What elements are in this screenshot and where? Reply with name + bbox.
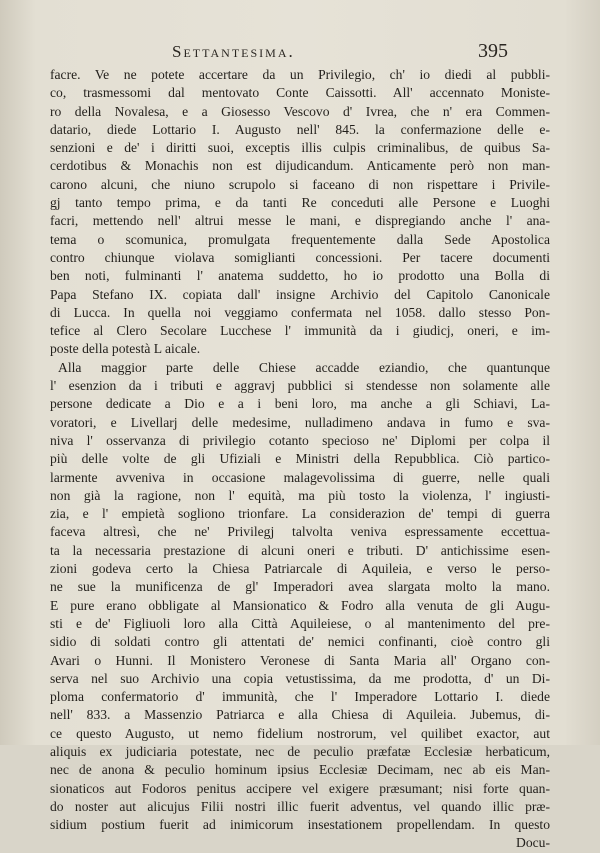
text-line: ploma confermatorio d' immunità, che l' Imperadore Lottario I. diede: [50, 689, 550, 705]
text-line: Alla maggior parte delle Chiese accadde eziandio, che quantunque: [58, 359, 550, 375]
text-line: non già la ragione, non l' equità, ma più tosto la violenza, l' ingiusti-: [50, 487, 550, 503]
paragraph-2: [50, 359, 550, 835]
page-text-summary: [0, 0, 1, 1]
text-line: ro della Novalesa, e a Giosesso Vescovo d' Ivrea, che n' era Commen-: [50, 103, 550, 119]
text-line: l' esenzion da i tributi e aggravj pubblici si stendesse non solamente alle: [50, 378, 550, 394]
text-line: tefice al Clero Secolare Lucchese l' immunità da i giudicj, oneri, e im-: [50, 323, 550, 339]
text-line: sti e de' Figliuoli loro alla Città Aquileiese, o al mantenimento del pre-: [50, 615, 550, 631]
text-line: Papa Stefano IX. copiata dall' insigne Archivio del Capitolo Canonicale: [50, 286, 550, 302]
text-line: co, trasmessomi dal mentovato Conte Caissotti. All' accennato Moniste-: [50, 85, 550, 101]
text-line: facre. Ve ne potete accertare da un Privilegio, ch' io diedi al pubbli-: [50, 67, 550, 82]
text-line: ce questo Augusto, ut nemo fidelium nostrorum, vel quilibet exactor, aut: [50, 725, 550, 741]
text-line: facri, mettendo nell' altrui messe le mani, e dispregiando anche l' ana-: [50, 213, 550, 229]
text-line: poste della potestà L aicale.: [50, 341, 201, 357]
text-line: carono alcuni, che niuno scrupolo si faceano di non rispettare i Privile-: [50, 176, 550, 192]
text-line: più delle volte de gli Ufiziali e Ministri della Repubblica. Ciò partico-: [50, 451, 550, 467]
text-line: aliquis ex judiciaria potestate, nec de peculio præfatæ Ecclesiæ herbaticum,: [50, 743, 550, 759]
text-line: senzioni e de' i diritti suoi, exceptis illis culpis criminalibus, de quibus Sa-: [50, 140, 550, 156]
text-line: do noster aut alicujus Filii nostri illic fuerit adventus, vel quando illic præ-: [50, 798, 550, 814]
text-line: di Lucca. In quella noi veggiamo confermata nel 1058. dallo stesso Pon-: [50, 304, 550, 320]
text-line: sidium postium fuerit ad inimicorum insestationem propellendam. In questo: [50, 817, 550, 833]
text-line: nec de anona & peculio hominum ipsius Ecclesiæ Decimam, nec ab eis Man-: [50, 762, 550, 778]
text-line: nell' 833. a Massenzio Patriarca e alla Chiesa di Aquileia. Jubemus, di-: [50, 707, 550, 723]
text-line: zia, e l' empietà sogliono trionfare. La considerazion de' tempi di guerra: [50, 506, 550, 522]
running-head: Settantesima.: [172, 42, 295, 61]
text-line: sidio di soldati contro gli attentati de' nemici confinanti, cioè contro gli: [50, 634, 550, 650]
text-line: persone dedicate a Dio e a i beni loro, ma anche a gli Schiavi, La-: [50, 396, 550, 412]
text-line: niva l' osservanza di privilegio cotanto specioso ne' Diplomi per colpa il: [50, 432, 550, 448]
text-line: faceva altresì, che ne' Privilegj talvolta veniva espressamente eccettua-: [50, 524, 550, 540]
text-line: tema o scomunica, promulgata frequentemente dalla Sede Apostolica: [50, 231, 550, 247]
text-line: cerdotibus & Monachis non est dijudicandum. Anticamente però non man-: [50, 158, 550, 174]
catchword: Docu-: [516, 835, 550, 851]
body-text: [50, 66, 550, 853]
page-number: 395: [478, 40, 508, 62]
text-line: datario, diede Lottario I. Augusto nell' 845. la confermazione delle e-: [50, 121, 550, 137]
text-line: serva nel suo Archivio una copia vetustissima, da me prodotta, d' un Di-: [50, 670, 550, 686]
text-line: voratori, e Livellarj delle medesime, nulladimeno andava in fumo e sva-: [50, 414, 550, 430]
text-line: zioni godeva certo la Chiesa Patriarcale di Aquileia, e verso le perso-: [50, 561, 550, 577]
text-line: ne sue la munificenza de gl' Imperadori avea slargata molto la mano.: [50, 579, 550, 595]
page-header: [0, 40, 600, 66]
text-line: Avari o Hunni. Il Monistero Veronese di Santa Maria all' Organo con-: [50, 652, 550, 668]
text-line: ta la necessaria prestazione di alcuni oneri e tributi. D' antichissime esen-: [50, 542, 550, 558]
text-line: contro chiunque violava somiglianti concessioni. Per tacere documenti: [50, 249, 550, 265]
text-line: sionaticos aut Fodoros penitus accipere vel exigere præsumant; nisi forte quan-: [50, 780, 550, 796]
text-line: E pure erano obbligate al Mansionatico & Fodro alla venuta de gli Augu-: [50, 597, 550, 613]
text-line: ben noti, fulminanti l' anatema suddetto, ho io prodotto una Bolla di: [50, 268, 550, 284]
text-line: larmente avveniva in occasione malagevolissima di guerre, nelle quali: [50, 469, 550, 485]
text-line: gj tanto tempo prima, e da tanti Re conceduti alle Persone e Luoghi: [50, 195, 550, 211]
paragraph-1: [50, 66, 550, 359]
